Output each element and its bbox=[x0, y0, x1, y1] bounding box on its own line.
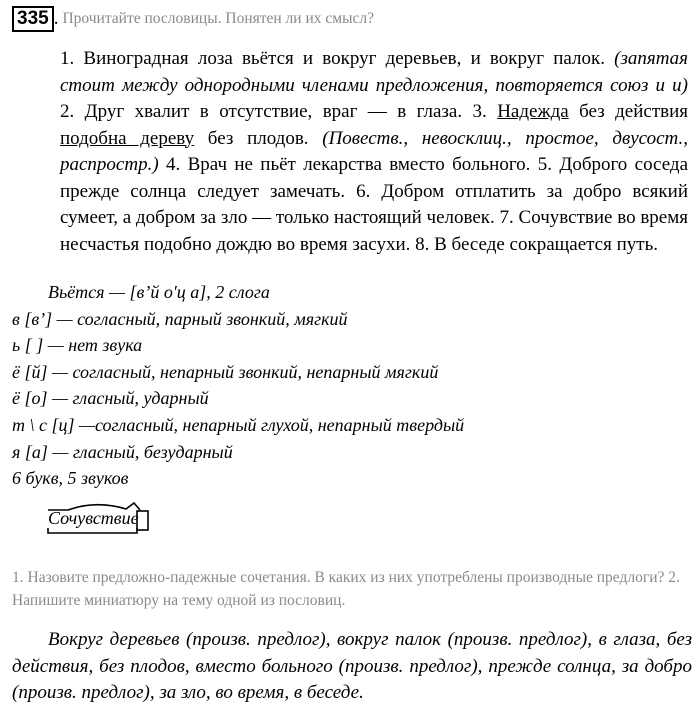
morpheme-stem: Сочувстви bbox=[48, 508, 131, 528]
proverb-1-note: (запятая стоит между однородными членами предложения, повторяется союз и и) bbox=[60, 48, 689, 96]
proverb-3-part: без действия bbox=[579, 101, 689, 122]
morpheme-ending: е bbox=[130, 508, 139, 528]
morpheme-analysis bbox=[48, 508, 139, 529]
exercise-instruction: Прочитайте пословицы. Понятен ли их смысл? bbox=[62, 10, 374, 27]
answer-text: Вокруг деревьев (произв. предлог), вокруг палок (произв. предлог), в глаза, без действия, без плодов, вместо больного (произв. предлог), прежде солнца, за добро (произв. предлог), за зло, во время, в беседе. bbox=[12, 629, 692, 703]
morpheme-marks-icon bbox=[46, 502, 156, 536]
analysis-line: ё [й] — согласный, непарный звонкий, непарный мягкий bbox=[12, 361, 439, 382]
proverb-3-note: (Повеств., невосклиц., простое, двусост., распростр.) bbox=[60, 127, 689, 175]
proverbs-paragraph bbox=[12, 46, 688, 258]
analysis-line: т \ с [ц] —согласный, непарный глухой, непарный твердый bbox=[12, 414, 465, 435]
task-text: 1. Назовите предложно-падежные сочетания. В каких из них употреблены производные предлоги? 2. Напишите миниатюру на тему одной из пословиц. bbox=[12, 569, 680, 609]
underlined-predicate: подобна дереву bbox=[60, 127, 195, 149]
proverbs-text bbox=[12, 46, 688, 258]
analysis-line: Вьётся — [в’й о′ц а], 2 слога bbox=[48, 282, 270, 302]
exercise-number: 335 bbox=[12, 6, 54, 32]
phonetic-analysis bbox=[12, 279, 464, 492]
proverb-1: 1. Виноградная лоза вьётся и вокруг деревьев, и вокруг палок. bbox=[60, 48, 605, 69]
proverb-2: 2. Друг хвалит в отсутствие, враг — в глаза. 3. bbox=[60, 101, 487, 122]
analysis-line: ё [о] — гласный, ударный bbox=[12, 388, 209, 409]
analysis-line: я [а] — гласный, безударный bbox=[12, 441, 233, 462]
analysis-line: ь [ ] — нет звука bbox=[12, 335, 143, 356]
exercise-number-dot: . bbox=[53, 8, 59, 29]
analysis-line: в [в’] — согласный, парный звонкий, мягкий bbox=[12, 308, 348, 329]
exercise-header bbox=[12, 6, 374, 32]
proverb-3-end: без плодов. bbox=[207, 127, 309, 149]
proverbs-4-8: 4. Врач не пьёт лекарства вместо больного. 5. Доброго соседа прежде солнца следует замечать. 6. Добром отплатить за добро всякий сумеет, а добром за зло — только настоящий человек. 7. Сочувствие во время несчастья подобно дождю во время засухи. 8. В беседе сокращается путь. bbox=[60, 154, 688, 255]
underlined-subject: Надежда bbox=[497, 101, 569, 122]
analysis-line: 6 букв, 5 звуков bbox=[12, 468, 129, 489]
